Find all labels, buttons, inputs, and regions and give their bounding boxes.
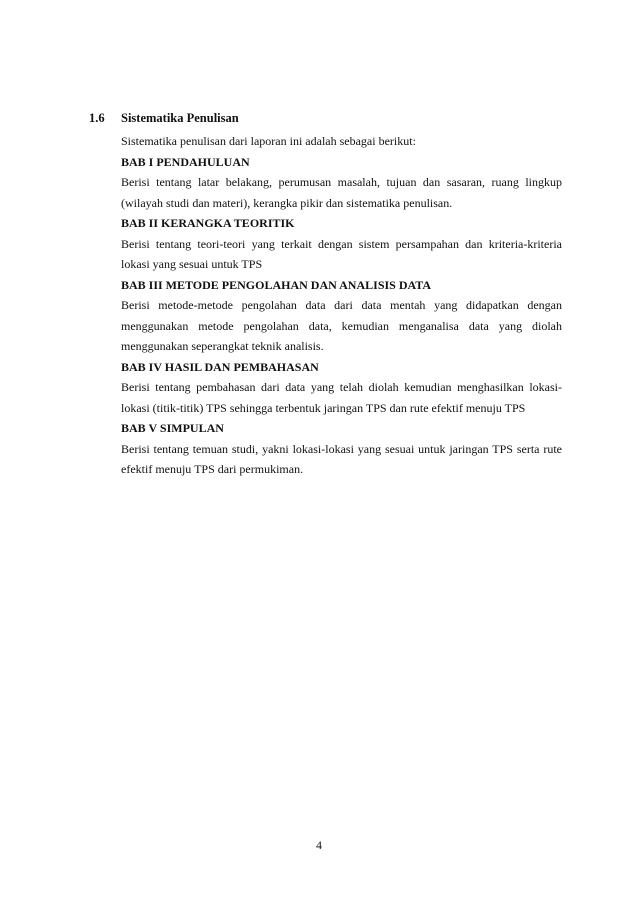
chapter-heading-3: BAB III METODE PENGOLAHAN DAN ANALISIS DATA [121, 277, 432, 292]
section-body [121, 131, 562, 480]
chapter-heading-2: BAB II KERANGKA TEORITIK [121, 216, 295, 230]
chapter-description-5: Berisi tentang temuan studi, yakni lokasi-lokasi yang sesuai untuk jaringan TPS serta rute efektif menuju TPS dari permukiman. [121, 441, 562, 476]
chapter-description-4: Berisi tentang pembahasan dari data yang telah diolah kemudian menghasilkan lokasi-lokasi (titik-titik) TPS sehingga terbentuk jaringan TPS dan rute efektif menuju TPS [121, 380, 562, 415]
chapter-heading-4: BAB IV HASIL DAN PEMBAHASAN [121, 359, 319, 374]
chapter-description-2: Berisi tentang teori-teori yang terkait dengan sistem persampahan dan kriteria-kriteria lokasi yang sesuai untuk TPS [121, 236, 562, 271]
chapter-description-1: Berisi tentang latar belakang, perumusan masalah, tujuan dan sasaran, ruang lingkup (wilayah studi dan materi), kerangka pikir dan sistematika penulisan. [121, 175, 562, 210]
page-number: 4 [316, 838, 322, 852]
chapter-description-3: Berisi metode-metode pengolahan data dari data mentah yang didapatkan dengan menggunakan metode pengolahan data, kemudian menganalisa data yang diolah menggunakan seperangkat teknik analisis. [121, 298, 562, 353]
chapter-heading-1: BAB I PENDAHULUAN [121, 154, 250, 169]
chapter-heading-5: BAB V SIMPULAN [121, 421, 224, 435]
intro-paragraph: Sistematika penulisan dari laporan ini adalah sebagai berikut: [121, 134, 416, 148]
section-title: Sistematika Penulisan [121, 111, 239, 125]
section-number: 1.6 [89, 111, 105, 125]
